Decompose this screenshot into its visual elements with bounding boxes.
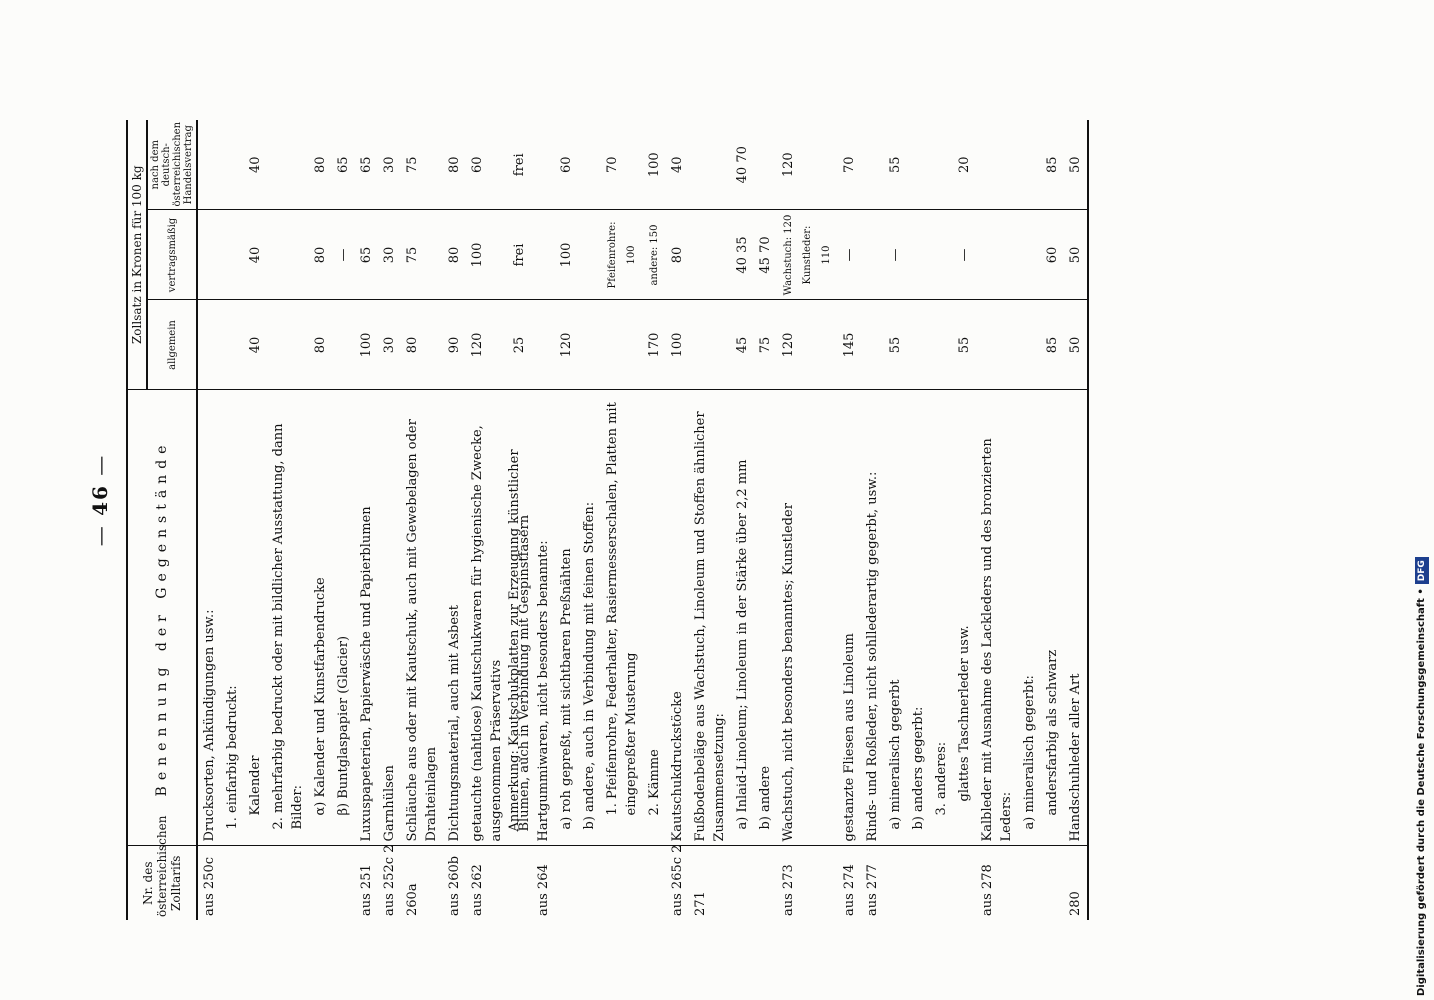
tariff-table bbox=[126, 120, 1089, 920]
row-rate-handelsvertrag: 50 bbox=[1068, 156, 1083, 174]
table-row bbox=[1064, 120, 1088, 920]
row-description: Schläuche aus oder mit Kautschuk, auch mit Gewebelagen oder Drahteinlagen bbox=[401, 390, 443, 846]
col-header-benennung bbox=[127, 390, 197, 846]
page-number-value: 46 bbox=[88, 484, 112, 516]
row-rate-allgemein: 170 bbox=[643, 300, 666, 390]
row-nr: aus 264 bbox=[532, 846, 555, 920]
row-nr bbox=[907, 846, 930, 920]
table-row bbox=[754, 120, 777, 920]
table-row bbox=[466, 120, 508, 920]
row-rate-handelsvertrag: 100 bbox=[647, 152, 662, 178]
row-rate-handelsvertrag bbox=[267, 120, 309, 210]
row-rate-vertrag bbox=[197, 210, 221, 300]
row-rate-vertrag: Pfeifenrohre: 100 bbox=[601, 210, 643, 300]
page-number: — 46 — bbox=[88, 453, 112, 547]
stamp-text: Digitalisierung gefördert durch die Deutsche Forschungsgemeinschaft • bbox=[1416, 588, 1427, 996]
row-description: b) anders gegerbt: bbox=[907, 390, 930, 846]
table-row bbox=[930, 120, 953, 920]
row-rate-vertrag bbox=[861, 210, 884, 300]
row-description: a) mineralisch gegerbt bbox=[884, 390, 907, 846]
row-description: Kalbleder mit Ausnahme des Lackleders und des bronzierten Leders: bbox=[976, 390, 1018, 846]
row-description: Wachstuch, nicht besonders benanntes; Kunstleder bbox=[777, 390, 838, 846]
table-row bbox=[689, 120, 731, 920]
row-nr bbox=[731, 846, 754, 920]
table-row bbox=[1041, 120, 1064, 920]
row-rate-allgemein bbox=[907, 300, 930, 390]
row-rate-vertrag bbox=[1018, 210, 1041, 300]
row-description: 2. mehrfarbig bedruckt oder mit bildlicher Ausstattung, dann Bilder: bbox=[267, 390, 309, 846]
row-rate-allgemein bbox=[578, 300, 601, 390]
row-rate-handelsvertrag: 30 bbox=[382, 156, 397, 174]
row-rate-handelsvertrag: 55 bbox=[888, 156, 903, 174]
row-rate-allgemein bbox=[689, 300, 731, 390]
table-row bbox=[884, 120, 907, 920]
table-row bbox=[838, 120, 861, 920]
row-nr: aus 260b bbox=[443, 846, 466, 920]
row-rate-handelsvertrag bbox=[532, 120, 555, 210]
table-row bbox=[508, 120, 532, 920]
row-rate-handelsvertrag: frei bbox=[512, 153, 527, 177]
row-nr: 280 bbox=[1064, 846, 1088, 920]
row-rate-vertrag bbox=[267, 210, 309, 300]
row-rate-allgemein bbox=[1018, 300, 1041, 390]
col-header-allgemein: allgemein bbox=[147, 300, 197, 390]
dfg-logo: DFG bbox=[1415, 557, 1429, 584]
row-rate-vertrag: 40 bbox=[244, 210, 267, 300]
row-nr bbox=[953, 846, 976, 920]
row-rate-vertrag bbox=[930, 210, 953, 300]
row-description: b) andere bbox=[754, 390, 777, 846]
row-rate-allgemein bbox=[861, 300, 884, 390]
row-nr bbox=[754, 846, 777, 920]
rotated-content bbox=[80, 80, 1320, 920]
row-rate-vertrag: 40 35 bbox=[731, 210, 754, 300]
row-nr bbox=[244, 846, 267, 920]
row-rate-handelsvertrag: 60 bbox=[470, 156, 485, 174]
row-rate-allgemein: 100 bbox=[355, 300, 378, 390]
row-rate-vertrag: 80 bbox=[666, 210, 689, 300]
row-rate-handelsvertrag: 80 bbox=[447, 156, 462, 174]
row-rate-allgemein: 45 bbox=[731, 300, 754, 390]
row-rate-handelsvertrag: 40 bbox=[670, 156, 685, 174]
row-nr bbox=[309, 846, 332, 920]
row-description: Kalender bbox=[244, 390, 267, 846]
row-description: Drucksorten, Ankündigungen usw.: bbox=[197, 390, 221, 846]
row-rate-allgemein: 55 bbox=[953, 300, 976, 390]
row-rate-handelsvertrag bbox=[578, 120, 601, 210]
row-nr: aus 265c 2 bbox=[666, 846, 689, 920]
row-rate-allgemein: 80 bbox=[309, 300, 332, 390]
row-nr bbox=[1041, 846, 1064, 920]
row-rate-allgemein bbox=[930, 300, 953, 390]
row-description: Handschuhleder aller Art bbox=[1064, 390, 1088, 846]
row-nr bbox=[930, 846, 953, 920]
row-nr: aus 274 bbox=[838, 846, 861, 920]
table-body bbox=[197, 120, 1088, 920]
table-row bbox=[666, 120, 689, 920]
row-rate-vertrag: 80 bbox=[443, 210, 466, 300]
row-nr bbox=[267, 846, 309, 920]
table-row bbox=[267, 120, 309, 920]
row-rate-vertrag bbox=[907, 210, 930, 300]
table-row bbox=[953, 120, 976, 920]
row-nr bbox=[555, 846, 578, 920]
row-rate-allgemein: 40 bbox=[244, 300, 267, 390]
row-rate-allgemein: 100 bbox=[666, 300, 689, 390]
row-rate-allgemein: 145 bbox=[838, 300, 861, 390]
row-description: andersfarbig als schwarz bbox=[1041, 390, 1064, 846]
row-rate-handelsvertrag bbox=[907, 120, 930, 210]
row-description: Hartgummiwaren, nicht besonders benannte: bbox=[532, 390, 555, 846]
row-rate-allgemein bbox=[332, 300, 355, 390]
row-rate-vertrag: 80 bbox=[309, 210, 332, 300]
row-rate-handelsvertrag: 80 bbox=[313, 156, 328, 174]
row-rate-allgemein: 120 bbox=[777, 300, 838, 390]
table-row bbox=[244, 120, 267, 920]
digitization-stamp bbox=[1410, 6, 1434, 996]
row-rate-handelsvertrag: 20 bbox=[957, 156, 972, 174]
table-row bbox=[777, 120, 838, 920]
row-nr: 260a bbox=[401, 846, 443, 920]
table-row bbox=[221, 120, 244, 920]
table-row bbox=[555, 120, 578, 920]
row-rate-handelsvertrag: 60 bbox=[559, 156, 574, 174]
row-description: β) Buntglaspapier (Glacier) bbox=[332, 390, 355, 846]
col-header-zollsatz: Zollsatz in Kronen für 100 kg bbox=[127, 120, 147, 390]
table-row bbox=[443, 120, 466, 920]
row-description: α) Kalender und Kunstfarbendrucke bbox=[309, 390, 332, 846]
row-nr: aus 278 bbox=[976, 846, 1018, 920]
table-row bbox=[309, 120, 332, 920]
row-rate-vertrag: 30 bbox=[378, 210, 401, 300]
row-rate-vertrag: — bbox=[953, 210, 976, 300]
row-nr: aus 250c bbox=[197, 846, 221, 920]
row-rate-handelsvertrag bbox=[861, 120, 884, 210]
row-rate-vertrag bbox=[532, 210, 555, 300]
row-rate-allgemein bbox=[532, 300, 555, 390]
row-rate-handelsvertrag: 120 bbox=[781, 152, 796, 178]
row-rate-allgemein: 120 bbox=[555, 300, 578, 390]
table-row bbox=[861, 120, 884, 920]
row-rate-handelsvertrag bbox=[930, 120, 953, 210]
row-nr: aus 262 bbox=[466, 846, 508, 920]
table-row bbox=[355, 120, 378, 920]
row-nr: aus 273 bbox=[777, 846, 838, 920]
row-rate-vertrag: frei bbox=[508, 210, 532, 300]
col-header-handelsvertrag: nach dem deutsch-österreichischen Handelsvertrag bbox=[147, 120, 197, 210]
row-rate-vertrag: 50 bbox=[1064, 210, 1088, 300]
row-description: a) roh gepreßt, mit sichtbaren Preßnähten bbox=[555, 390, 578, 846]
row-description: gestanzte Fliesen aus Linoleum bbox=[838, 390, 861, 846]
row-rate-handelsvertrag bbox=[976, 120, 1018, 210]
row-nr: aus 252c 2 bbox=[378, 846, 401, 920]
row-nr bbox=[578, 846, 601, 920]
row-nr: aus 277 bbox=[861, 846, 884, 920]
row-rate-vertrag: andere: 150 bbox=[643, 210, 666, 300]
row-description: 1. einfarbig bedruckt: bbox=[221, 390, 244, 846]
row-rate-vertrag: 60 bbox=[1041, 210, 1064, 300]
col-header-nr: Nr. des österreichischen Zolltarifs bbox=[127, 846, 197, 920]
row-description: Anmerkung: Kautschukplatten zur Erzeugung künstlicher Blumen, auch in Verbindung mit Gespinstfasern bbox=[508, 390, 532, 846]
row-rate-handelsvertrag: 70 bbox=[842, 156, 857, 174]
row-nr bbox=[601, 846, 643, 920]
row-nr: aus 251 bbox=[355, 846, 378, 920]
row-rate-handelsvertrag: 65 bbox=[336, 156, 351, 174]
row-rate-vertrag: 100 bbox=[466, 210, 508, 300]
row-rate-allgemein: 120 bbox=[466, 300, 508, 390]
row-rate-vertrag: — bbox=[332, 210, 355, 300]
row-rate-handelsvertrag bbox=[754, 120, 777, 210]
row-rate-allgemein bbox=[976, 300, 1018, 390]
row-rate-allgemein: 75 bbox=[754, 300, 777, 390]
row-rate-allgemein: 55 bbox=[884, 300, 907, 390]
col-header-vertrag: vertragsmäßig bbox=[147, 210, 197, 300]
row-description: Luxuspapeterien, Papierwäsche und Papierblumen bbox=[355, 390, 378, 846]
row-rate-handelsvertrag: 75 bbox=[405, 156, 420, 174]
row-rate-handelsvertrag: 70 bbox=[605, 156, 620, 174]
row-rate-vertrag bbox=[578, 210, 601, 300]
row-rate-allgemein bbox=[221, 300, 244, 390]
table-row bbox=[532, 120, 555, 920]
table-row bbox=[731, 120, 754, 920]
row-rate-allgemein bbox=[197, 300, 221, 390]
table-row bbox=[332, 120, 355, 920]
row-rate-allgemein: 30 bbox=[378, 300, 401, 390]
row-rate-vertrag bbox=[976, 210, 1018, 300]
row-rate-vertrag: — bbox=[884, 210, 907, 300]
row-description: Garnhülsen bbox=[378, 390, 401, 846]
row-nr bbox=[221, 846, 244, 920]
table-row bbox=[976, 120, 1018, 920]
table-row bbox=[907, 120, 930, 920]
row-description: 2. Kämme bbox=[643, 390, 666, 846]
row-rate-vertrag: 100 bbox=[555, 210, 578, 300]
row-description: 1. Pfeifenrohre, Federhalter, Rasiermesserschalen, Platten mit eingepreßter Musterung bbox=[601, 390, 643, 846]
row-description: Kautschukdruckstöcke bbox=[666, 390, 689, 846]
table-row bbox=[601, 120, 643, 920]
row-rate-vertrag: — bbox=[838, 210, 861, 300]
row-rate-handelsvertrag: 40 70 bbox=[735, 146, 750, 184]
row-rate-handelsvertrag bbox=[197, 120, 221, 210]
table-row bbox=[197, 120, 221, 920]
benennung-label: Benennung der Gegenstände bbox=[154, 439, 170, 797]
row-rate-allgemein bbox=[267, 300, 309, 390]
row-nr bbox=[1018, 846, 1041, 920]
row-description: glattes Taschnerleder usw. bbox=[953, 390, 976, 846]
row-rate-vertrag: 65 bbox=[355, 210, 378, 300]
row-nr bbox=[643, 846, 666, 920]
table-row bbox=[378, 120, 401, 920]
row-nr bbox=[884, 846, 907, 920]
row-description: 3. anderes: bbox=[930, 390, 953, 846]
row-rate-handelsvertrag bbox=[221, 120, 244, 210]
table-row bbox=[401, 120, 443, 920]
row-rate-allgemein: 85 bbox=[1041, 300, 1064, 390]
row-rate-vertrag bbox=[689, 210, 731, 300]
row-rate-allgemein bbox=[601, 300, 643, 390]
row-rate-vertrag bbox=[221, 210, 244, 300]
table-row bbox=[1018, 120, 1041, 920]
row-rate-vertrag: 45 70 bbox=[754, 210, 777, 300]
row-description: Fußbodenbeläge aus Wachstuch, Linoleum und Stoffen ähnlicher Zusammensetzung: bbox=[689, 390, 731, 846]
row-rate-allgemein: 80 bbox=[401, 300, 443, 390]
row-rate-allgemein: 25 bbox=[508, 300, 532, 390]
row-nr: 271 bbox=[689, 846, 731, 920]
row-description: Dichtungsmaterial, auch mit Asbest bbox=[443, 390, 466, 846]
row-description: a) Inlaid-Linoleum; Linoleum in der Stärke über 2,2 mm bbox=[731, 390, 754, 846]
row-rate-allgemein: 50 bbox=[1064, 300, 1088, 390]
row-rate-handelsvertrag: 85 bbox=[1045, 156, 1060, 174]
row-rate-vertrag: Wachstuch: 120 Kunstleder: 110 bbox=[777, 210, 838, 300]
row-rate-handelsvertrag bbox=[1018, 120, 1041, 210]
row-rate-handelsvertrag bbox=[689, 120, 731, 210]
row-rate-allgemein: 90 bbox=[443, 300, 466, 390]
row-rate-vertrag: 75 bbox=[401, 210, 443, 300]
row-rate-handelsvertrag: 65 bbox=[359, 156, 374, 174]
row-description: Rinds- und Roßleder, nicht sohllederartig gegerbt, usw.: bbox=[861, 390, 884, 846]
table-row bbox=[643, 120, 666, 920]
row-description: getauchte (nahtlose) Kautschukwaren für hygienische Zwecke, ausgenommen Präservativs bbox=[466, 390, 508, 846]
table-row bbox=[578, 120, 601, 920]
row-nr bbox=[508, 846, 532, 920]
row-rate-handelsvertrag: 40 bbox=[248, 156, 263, 174]
row-nr bbox=[332, 846, 355, 920]
row-description: a) mineralisch gegerbt: bbox=[1018, 390, 1041, 846]
row-description: b) andere, auch in Verbindung mit feinen Stoffen: bbox=[578, 390, 601, 846]
